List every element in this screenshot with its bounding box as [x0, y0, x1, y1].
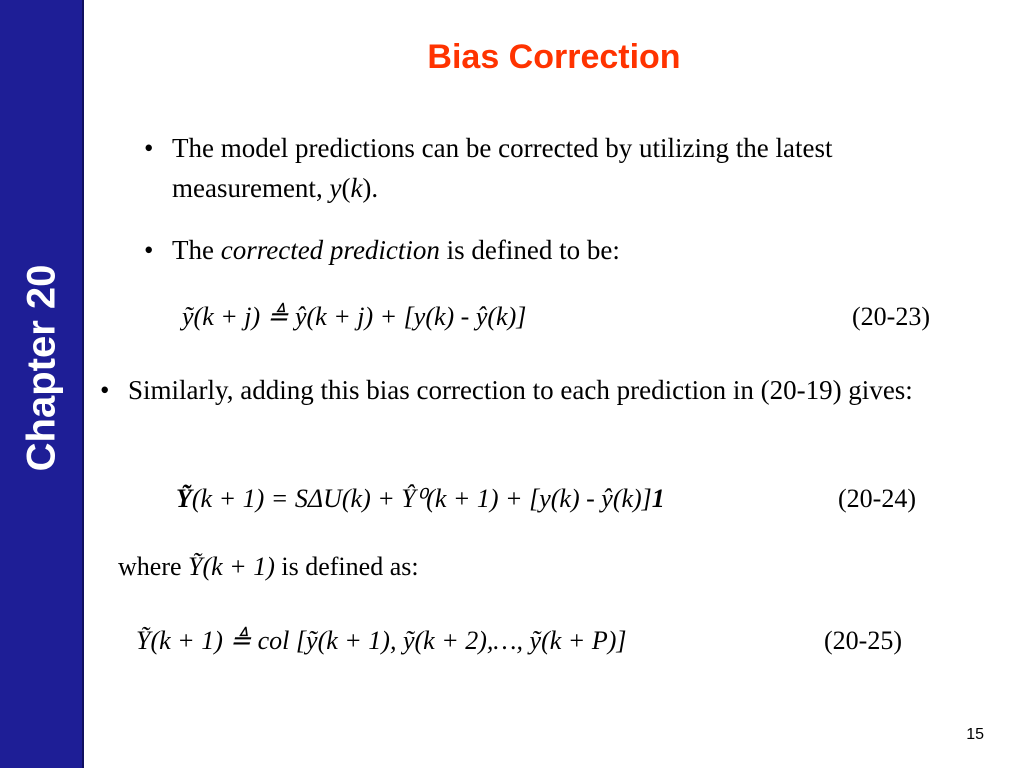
where-post: is defined as:: [274, 552, 419, 581]
bullet-1-arg: k: [350, 173, 363, 203]
chapter-sidebar: [0, 0, 84, 768]
bullet-dot: •: [144, 133, 154, 163]
equation-number-20-25: (20-25): [824, 626, 902, 655]
bullet-1-var: y: [329, 173, 342, 203]
page-number: 15: [966, 726, 984, 743]
equation-20-24: [176, 484, 665, 514]
bullet-2-post: is defined to be:: [439, 235, 620, 265]
bullet-2: [144, 230, 952, 270]
where-pre: where: [118, 552, 189, 581]
where-line: [118, 552, 419, 582]
chapter-label: Chapter 20: [19, 264, 64, 472]
equation-20-25: Ỹ(k + 1) ≜ col [ỹ(k + 1), ỹ(k + 2),…, ỹ(k + P)]: [136, 626, 627, 655]
bullet-1: [144, 128, 952, 208]
equation-number-20-24: (20-24): [838, 484, 916, 513]
eq24-body: (k + 1) = SΔU(k) + Ŷ⁰(k + 1) + [y(k) - ŷ(k)]: [191, 484, 652, 513]
bullet-3: [100, 370, 948, 410]
bullet-1-paren-open: (: [341, 173, 351, 203]
where-var: Ỹ(k + 1): [188, 552, 275, 581]
equation-number-20-23: (20-23): [852, 302, 930, 331]
bullet-dot: •: [144, 235, 154, 265]
slide-title: Bias Correction: [427, 38, 681, 76]
bullet-2-pre: The: [172, 235, 221, 265]
bullet-dot: •: [100, 375, 110, 405]
bullet-3-text: Similarly, adding this bias correction to each prediction in (20-19) gives:: [128, 375, 913, 405]
eq24-y-tilde: Ỹ: [176, 484, 192, 513]
bullet-1-paren-close: ).: [362, 173, 379, 203]
equation-20-23: ỹ(k + j) ≜ ŷ(k + j) + [y(k) - ŷ(k)]: [182, 302, 527, 331]
eq24-one-vector: 1: [651, 484, 665, 513]
bullet-2-emphasis: corrected prediction: [220, 235, 440, 265]
bullet-1-text: The model predictions can be corrected by utilizing the latest measurement,: [172, 133, 833, 203]
